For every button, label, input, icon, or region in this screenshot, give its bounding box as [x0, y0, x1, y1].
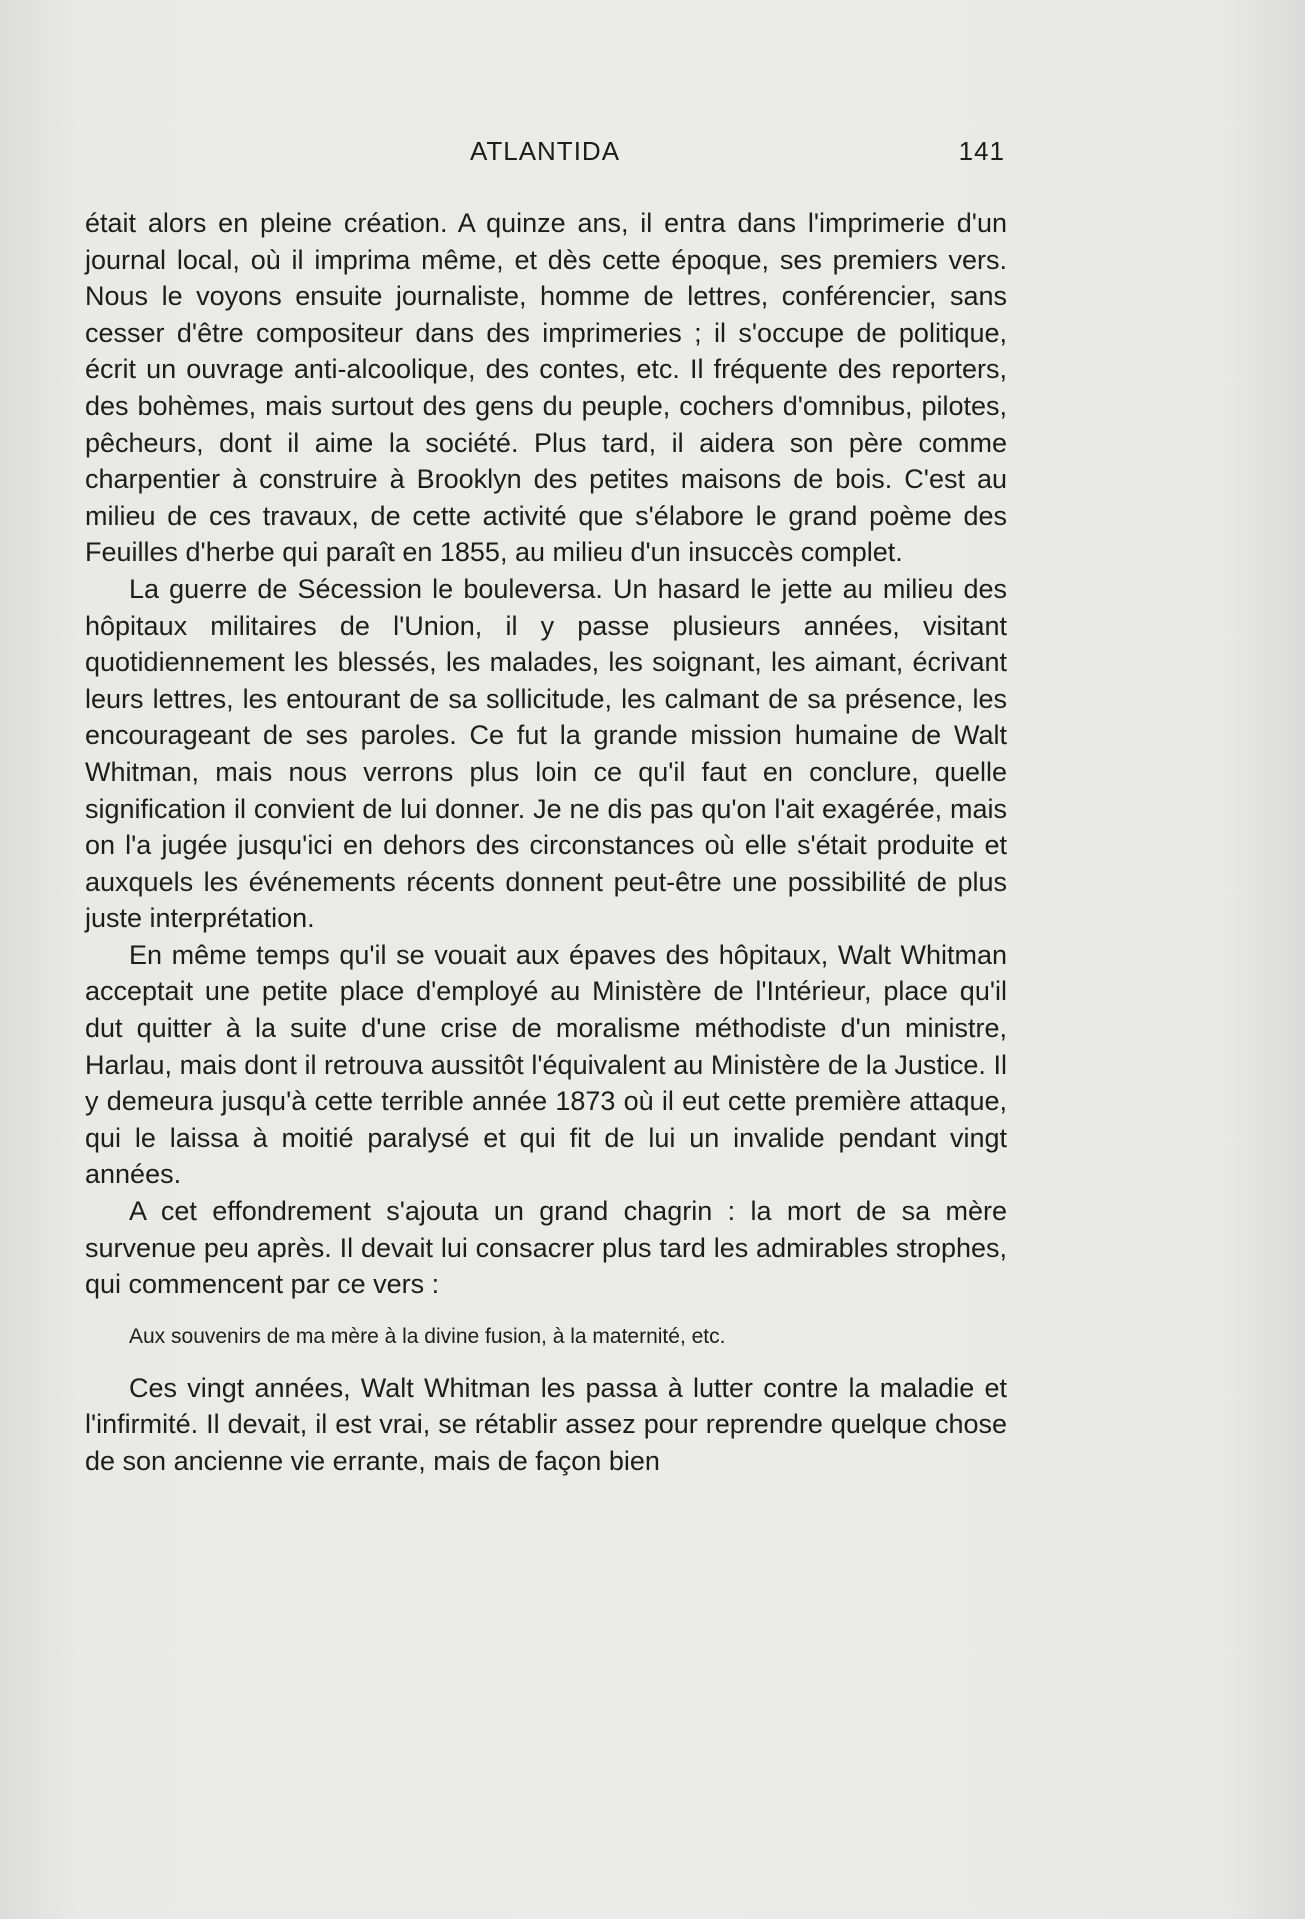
- paragraph-twenty-years: Ces vingt années, Walt Whitman les passa à lutter contre la maladie et l'infirmité. Il devait, il est vrai, se rétablir assez pour reprendre quelque chose de son ancienne vie errante, mais de façon bien: [85, 1372, 1007, 1476]
- page-number: 141: [958, 136, 1005, 166]
- page-header: [85, 136, 1005, 176]
- body-text: [85, 205, 1007, 1480]
- quoted-verse: Aux souvenirs de ma mère à la divine fusion, à la maternité, etc.: [129, 1324, 726, 1348]
- running-title: ATLANTIDA: [469, 136, 621, 166]
- paragraph-continued: était alors en pleine création. A quinze ans, il entra dans l'imprimerie d'un journal local, où il imprima même, et dès cette époque, ses premiers vers. Nous le voyons ensuite journaliste, homme de lettres, conférencier, sans cesser d'être compositeur dans des imprimeries ; il s'occupe de politique, écrit un ouvrage anti-alcoolique, des contes, etc. Il fréquente des reporters, des bohèmes, mais surtout des gens du peuple, cochers d'omnibus, pilotes, pêcheurs, dont il aime la société. Plus tard, il aidera son père comme charpentier à construire à Brooklyn des petites maisons de bois. C'est au milieu de ces travaux, de cette activité que s'élabore le grand poème des Feuilles d'herbe qui paraît en 1855, au milieu d'un insuccès complet.: [85, 208, 1007, 568]
- paragraph-mother: A cet effondrement s'ajouta un grand chagrin : la mort de sa mère survenue peu après. Il devait lui consacrer plus tard les admirables strophes, qui commencent par ce vers :: [85, 1196, 1007, 1300]
- paragraph-ministry: En même temps qu'il se vouait aux épaves des hôpitaux, Walt Whitman acceptait une petite place d'employé au Ministère de l'Intérieur, place qu'il dut quitter à la suite d'une crise de moralisme méthodiste d'un ministre, Harlau, mais dont il retrouva aussitôt l'équivalent au Ministère de la Justice. Il y demeura jusqu'à cette terrible année 1873 où il eut cette première attaque, qui le laissa à moitié paralysé et qui fit de lui un invalide pendant vingt années.: [85, 939, 1007, 1190]
- paragraph-secession: La guerre de Sécession le bouleversa. Un hasard le jette au milieu des hôpitaux militaires de l'Union, il y passe plusieurs années, visitant quotidiennement les blessés, les malades, les soignant, les aimant, écrivant leurs lettres, les entourant de sa sollicitude, les calmant de sa présence, les encourageant de ses paroles. Ce fut la grande mission humaine de Walt Whitman, mais nous verrons plus loin ce qu'il faut en conclure, quelle signification il convient de lui donner. Je ne dis pas qu'on l'ait exagérée, mais on l'a jugée jusqu'ici en dehors des circonstances où elle s'était produite et auxquels les événements récents donnent peut-être une possibilité de plus juste interprétation.: [85, 573, 1007, 934]
